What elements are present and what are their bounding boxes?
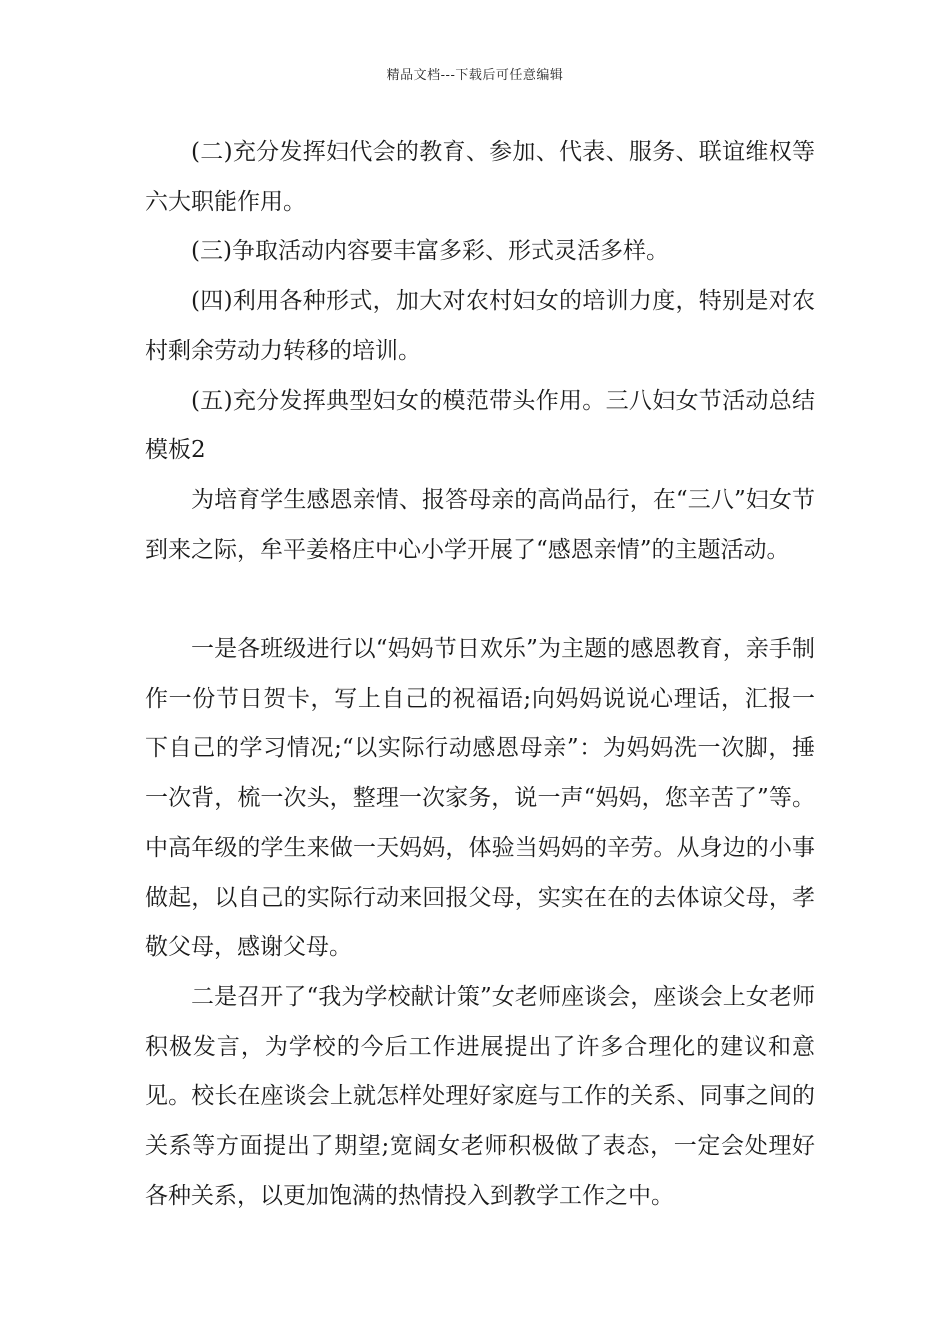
page-header: 精品文档---下载后可任意编辑 <box>386 68 564 83</box>
paragraph-3: (三)争取活动内容要丰富多彩、形式灵活多样。 <box>191 238 669 265</box>
paragraph-first-activity: 一是各班级进行以“妈妈节日欢乐”为主题的感恩教育，亲手制作一份节日贺卡，写上自己的祝福语;向妈妈说说心理话，汇报一下自己的学习情况;“以实际行动感恩母亲”：为妈妈洗一次脚，捶一次背，梳一次头，整理一次家务，说一声“妈妈，您辛苦了”等。中高年级的学生来做一天妈妈，体验当妈妈的辛劳。从身边的小事做起，以自己的实际行动来回报父母，实实在在的去体谅父母，孝敬父母，感谢父母。 <box>145 636 815 961</box>
paragraph-5: (五)充分发挥典型妇女的模范带头作用。三八妇女节活动总结模板2 <box>145 387 815 464</box>
paragraph-second-activity: 二是召开了“我为学校献计策”女老师座谈会，座谈会上女老师积极发言，为学校的今后工作进展提出了许多合理化的建议和意见。校长在座谈会上就怎样处理好家庭与工作的关系、同事之间的关系等方面提出了期望;宽阔女老师积极做了表态，一定会处理好各种关系，以更加饱满的热情投入到教学工作之中。 <box>145 983 815 1209</box>
paragraph-4: (四)利用各种形式，加大对农村妇女的培训力度，特别是对农村剩余劳动力转移的培训。 <box>145 288 815 364</box>
document-body <box>145 128 815 1221</box>
paragraph-2: (二)充分发挥妇代会的教育、参加、代表、服务、联谊维权等六大职能作用。 <box>145 139 815 215</box>
paragraph-intro: 为培育学生感恩亲情、报答母亲的高尚品行，在“三八”妇女节到来之际，牟平姜格庄中心小学开展了“感恩亲情”的主题活动。 <box>145 486 815 563</box>
paragraph-spacer <box>145 575 815 625</box>
